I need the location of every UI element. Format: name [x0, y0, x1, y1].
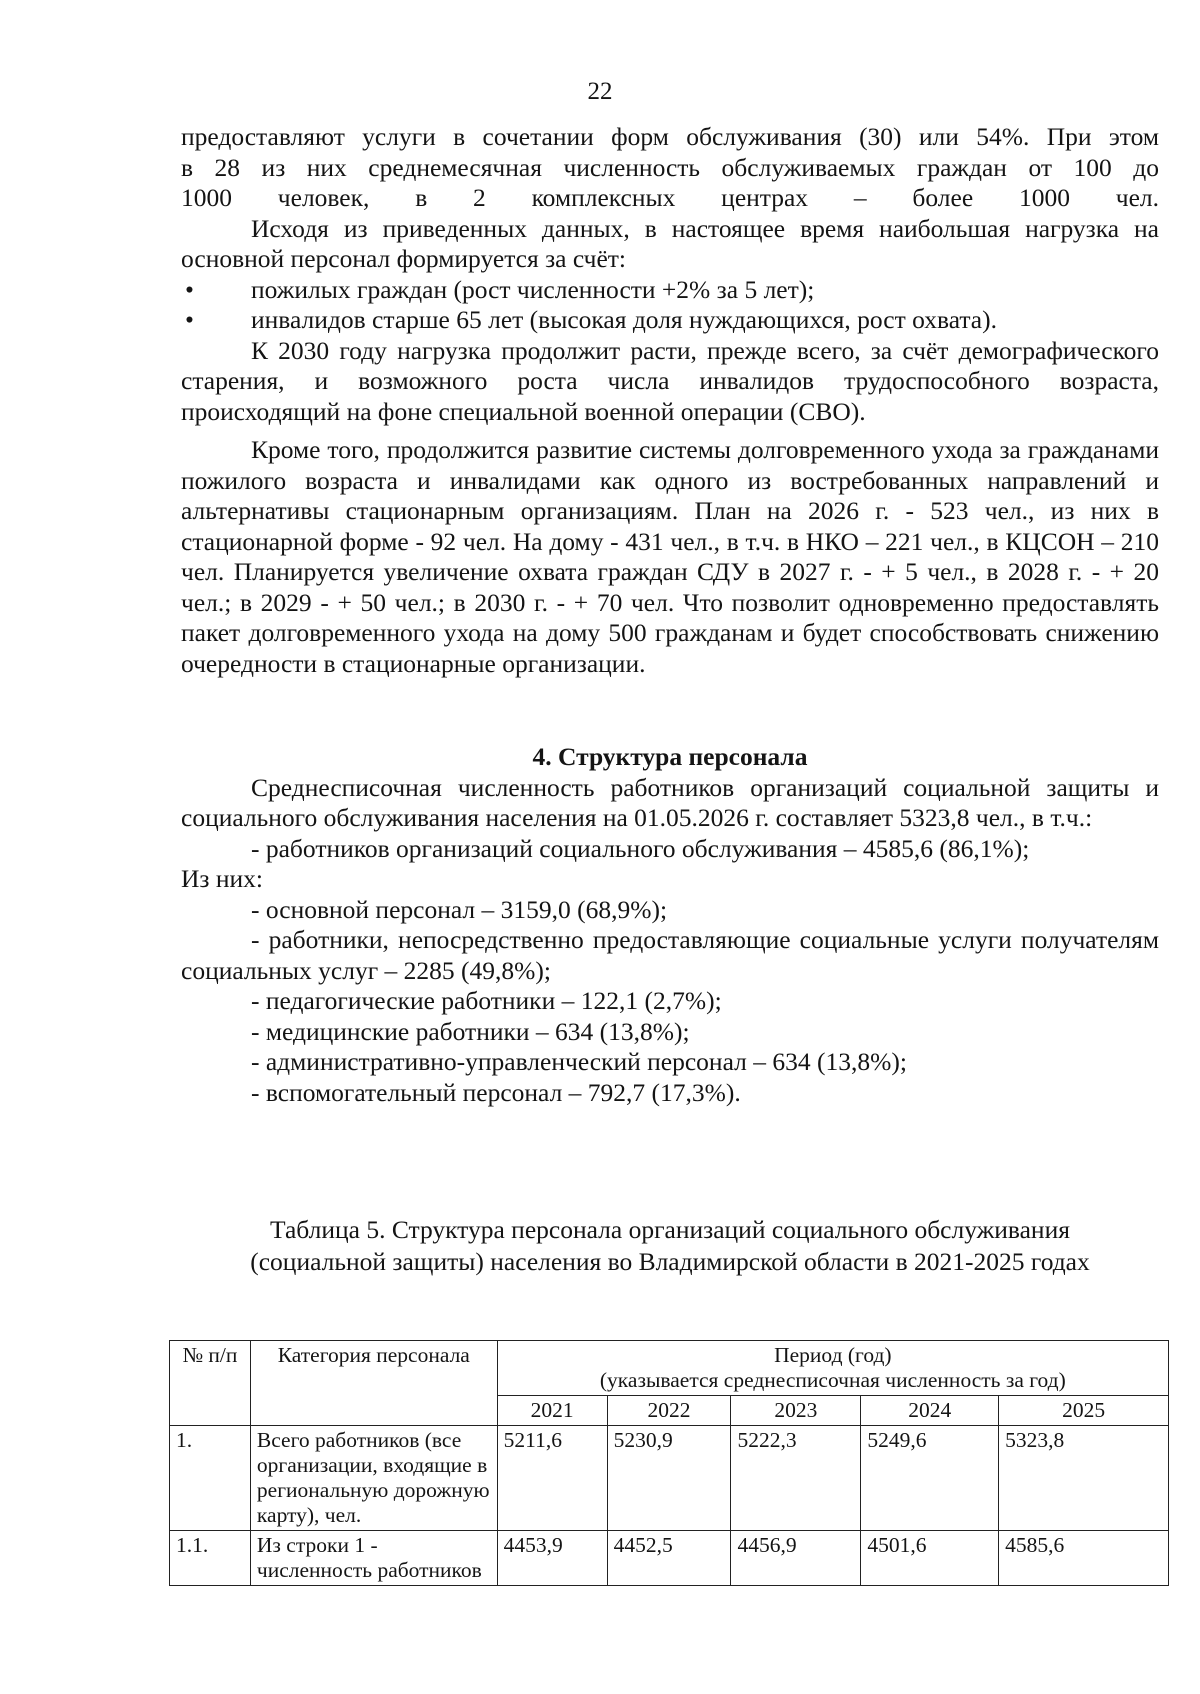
year-header: 2024: [861, 1396, 999, 1426]
section-staff-structure: [181, 742, 1159, 1108]
row-value: 4585,6: [999, 1531, 1169, 1586]
list-item: - педагогические работники – 122,1 (2,7%);: [251, 986, 722, 1015]
list-item: - медицинские работники – 634 (13,8%);: [251, 1016, 690, 1046]
row-value: 5323,8: [999, 1426, 1169, 1531]
header-number: № п/п: [170, 1341, 251, 1426]
year-header: 2023: [731, 1396, 861, 1426]
row-value: 4456,9: [731, 1531, 861, 1586]
header-category: Категория персонала: [250, 1341, 497, 1426]
caption-line: Таблица 5. Структура персонала организаций социального обслуживания: [270, 1215, 1070, 1244]
page-number: 22: [587, 78, 613, 105]
list-item: - административно-управленческий персонал – 634 (13,8%);: [251, 1047, 907, 1076]
paragraph: Исходя из приведенных данных, в настоящее время наибольшая нагрузка на основной персонал формируется за счёт:: [181, 213, 1159, 273]
list-item: - вспомогательный персонал – 792,7 (17,3%).: [251, 1077, 741, 1107]
header-period-title: Период (год): [774, 1343, 892, 1367]
bullet-item: • инвалидов старше 65 лет (высокая доля нуждающихся, рост охвата).: [181, 305, 1159, 336]
row-value: 5222,3: [731, 1426, 861, 1531]
paragraph: Кроме того, продолжится развитие системы долговременного ухода за гражданами пожилого возраста и инвалидами как одного из востребованных направлений и альтернативы стационарным организациям. План на 2026 г. - 523 чел., из них в стационарной форме - 92 чел. На дому - 431 чел., в т.ч. в НКО – 221 чел., в КЦСОН – 210 чел. Планируется увеличение охвата граждан СДУ в 2027 г. - + 5 чел., в 2028 г. - + 20 чел.; в 2029 - + 50 чел.; в 2030 г. - + 70 чел. Что позволит одновременно предоставлять пакет долговременного ухода на дому 500 гражданам и будет способствовать снижению очередности в стационарные организации.: [181, 435, 1159, 678]
table-header-row: [170, 1341, 1169, 1396]
row-value: 5230,9: [607, 1426, 731, 1531]
table-caption: [181, 1214, 1159, 1278]
text-block-top: [181, 122, 1159, 679]
list-item: - работники, непосредственно предоставляющие социальные услуги получателям социальных услуг – 2285 (49,8%);: [181, 925, 1159, 985]
row-value: 4453,9: [497, 1531, 607, 1586]
year-header: 2021: [497, 1396, 607, 1426]
section-heading: 4. Структура персонала: [532, 742, 808, 771]
row-category: Из строки 1 - численность работников: [250, 1531, 497, 1586]
row-value: 5211,6: [497, 1426, 607, 1531]
header-period-note: (указывается среднесписочная численность за год): [599, 1368, 1066, 1392]
paragraph-line: 1000 человек, в 2 комплексных центрах – более 1000 чел.: [181, 183, 1159, 212]
row-number: 1.1.: [170, 1531, 251, 1586]
list-item: - основной персонал – 3159,0 (68,9%);: [251, 894, 668, 924]
list-item: - работников организаций социального обслуживания – 4585,6 (86,1%);: [251, 833, 1030, 863]
staff-table: [169, 1340, 1169, 1586]
caption-line: (социальной защиты) населения во Владимирской области в 2021-2025 годах: [250, 1247, 1090, 1276]
paragraph: Среднесписочная численность работников организаций социальной защиты и социального обслуживания населения на 01.05.2026 г. составляет 5323,8 чел., в т.ч.:: [181, 772, 1159, 832]
row-value: 5249,6: [861, 1426, 999, 1531]
paragraph-line: предоставляют услуги в сочетании форм обслуживания (30) или 54%. При этом: [181, 122, 1159, 151]
table-row: [170, 1426, 1169, 1531]
row-number: 1.: [170, 1426, 251, 1531]
bullet-item: • пожилых граждан (рост численности +2% за 5 лет);: [181, 275, 1159, 306]
year-header: 2025: [999, 1396, 1169, 1426]
text-line: Из них:: [181, 864, 263, 893]
header-period: [497, 1341, 1168, 1396]
row-category: Всего работников (все организации, входящие в региональную дорожную карту), чел.: [250, 1426, 497, 1531]
year-header: 2022: [607, 1396, 731, 1426]
row-value: 4501,6: [861, 1531, 999, 1586]
paragraph-line: в 28 из них среднемесячная численность обслуживаемых граждан от 100 до: [181, 152, 1159, 182]
paragraph: К 2030 году нагрузка продолжит расти, прежде всего, за счёт демографического старения, и возможного роста числа инвалидов трудоспособного возраста, происходящий на фоне специальной военной операции (СВО).: [181, 335, 1159, 426]
table-row: [170, 1531, 1169, 1586]
row-value: 4452,5: [607, 1531, 731, 1586]
